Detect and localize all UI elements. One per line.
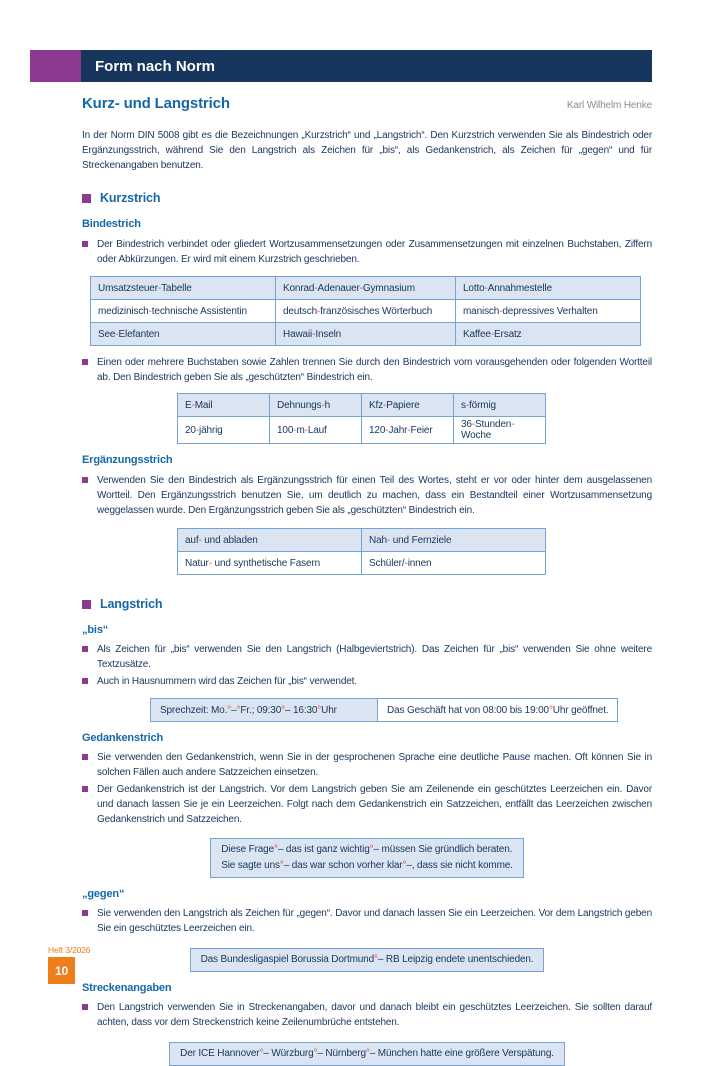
section-heading-kurzstrich [82, 191, 652, 205]
bullet-text: Als Zeichen für „bis“ verwenden Sie den Langstrich (Halbgeviertstrich). Das Zeichen für „bis“ verwenden Sie ohne weitere Textzusätze. [97, 644, 652, 670]
subsection-heading-ergaenzungsstrich: Ergänzungsstrich [82, 454, 173, 466]
table-cell: Dehnungs-h [270, 394, 362, 417]
bullet-text: Der Bindestrich verbindet oder gliedert Wortzusammensetzungen oder Zusammensetzungen mit einzelnen Buchstaben, Ziffern oder Abkürzungen. Er wird mit einem Kurzstrich geschrieben. [97, 239, 652, 265]
table-cell: Hawaii-Inseln [276, 323, 456, 346]
section-heading-label: Langstrich [100, 597, 163, 611]
table-row [91, 300, 641, 323]
square-bullet-icon [82, 477, 88, 483]
list-item [82, 237, 652, 267]
table-row [91, 323, 641, 346]
table-cell: 36-Stunden-Woche [454, 417, 546, 444]
subsection-heading-streckenangaben: Streckenangaben [82, 982, 172, 994]
square-bullet-icon [82, 359, 88, 365]
table-cell: Konrad-Adenauer-Gymnasium [276, 277, 456, 300]
table-cell: Lotto-Annahmestelle [456, 277, 641, 300]
square-bullet-icon [82, 194, 91, 203]
bullet-text: Sie verwenden den Langstrich als Zeichen für „gegen“. Davor und danach lassen Sie ein Leerzeichen. Vor dem Langstrich geben Sie ein geschütztes Leerzeichen ein. [97, 908, 652, 934]
list-item [82, 355, 652, 385]
footer-issue-label: Heft 3/2026 [48, 945, 91, 955]
square-bullet-icon [82, 910, 88, 916]
magazine-page [0, 50, 720, 1059]
list-item [82, 750, 652, 780]
table-cell: Sprechzeit: Mo.°–°Fr.; 09:30°– 16:30°Uhr [151, 699, 378, 722]
page-title: Kurz- und Langstrich [82, 95, 230, 112]
bullet-text: Sie verwenden den Gedankenstrich, wenn Sie in der gesprochenen Sprache eine deutliche Pause machen. Oft können Sie in solchen Fällen auch andere Satzzeichen einsetzen. [97, 752, 652, 778]
table-cell: E-Mail [178, 394, 270, 417]
bullet-text: Einen oder mehrere Buchstaben sowie Zahlen trennen Sie durch den Bindestrich vom vorausgehenden oder folgenden Wortteil ab. Den Bindestrich geben Sie als „geschützten“ Bindestrich ein. [97, 357, 652, 383]
square-bullet-icon [82, 678, 88, 684]
table-cell: deutsch-französisches Wörterbuch [276, 300, 456, 323]
bullet-text: Der Gedankenstrich ist der Langstrich. Vor dem Langstrich geben Sie am Zeilenende ein geschütztes Leerzeichen ein. Davor und danach lassen Sie je ein Leerzeichen. Folgt nach dem Gedankenstrich ein Satzzeichen, entfällt das Leerzeichen zwischen Gedankenstrich und Satzzeichen. [97, 784, 652, 825]
table-cell: Kaffee-Ersatz [456, 323, 641, 346]
intro-paragraph: In der Norm DIN 5008 gibt es die Bezeichnungen „Kurzstrich“ und „Langstrich“. Den Kurzstrich verwenden Sie als Bindestrich oder Ergänzungsstrich, während Sie den Langstrich als Zeichen für „bis“, als Gedankenstrich, als Zeichen für „gegen“ und für Streckenangaben benutzen. [82, 130, 652, 171]
table-cell: manisch-depressives Verhalten [456, 300, 641, 323]
square-bullet-icon [82, 754, 88, 760]
subsection-heading-gedankenstrich: Gedankenstrich [82, 732, 164, 744]
table-row [91, 277, 641, 300]
table-cell: Kfz-Papiere [362, 394, 454, 417]
page-number-badge: 10 [48, 957, 75, 984]
table-cell: medizinisch-technische Assistentin [91, 300, 276, 323]
list-item [82, 1000, 652, 1030]
table-cell: Nah- und Fernziele [362, 529, 546, 552]
title-row [82, 95, 652, 112]
list-item [82, 906, 652, 936]
table-cell: See-Elefanten [91, 323, 276, 346]
table-cell: Natur- und synthetische Fasern [178, 552, 362, 575]
example-line: Sie sagte uns°– das war schon vorher klar°–, dass sie nicht komme. [221, 860, 513, 871]
page-content [82, 95, 652, 1066]
example-line: Diese Frage°– das ist ganz wichtig°– müssen Sie gründlich beraten. [221, 844, 513, 855]
table-row [178, 417, 546, 444]
table-cell: Umsatzsteuer-Tabelle [91, 277, 276, 300]
square-bullet-icon [82, 600, 91, 609]
example-table-bis [150, 698, 618, 722]
section-heading-langstrich [82, 597, 652, 611]
list-item [82, 782, 652, 827]
table-cell: 20-jährig [178, 417, 270, 444]
list-item [82, 642, 652, 672]
subsection-heading-bis: „bis“ [82, 624, 109, 636]
example-table-bindestrich-1 [90, 276, 641, 346]
subsection-heading-bindestrich: Bindestrich [82, 218, 141, 230]
table-cell: 100-m-Lauf [270, 417, 362, 444]
header-bar-title: Form nach Norm [81, 50, 652, 82]
table-row [151, 699, 618, 722]
table-cell: s-förmig [454, 394, 546, 417]
table-cell: Schüler/-innen [362, 552, 546, 575]
table-row [178, 394, 546, 417]
table-cell: 120-Jahr-Feier [362, 417, 454, 444]
bullet-text: Auch in Hausnummern wird das Zeichen für „bis“ verwendet. [97, 676, 357, 687]
example-box-gedankenstrich [210, 838, 524, 878]
header-bar [30, 50, 652, 82]
table-cell: Das Geschäft hat von 08:00 bis 19:00°Uhr geöffnet. [378, 699, 618, 722]
example-box-streckenangaben [169, 1042, 565, 1066]
bullet-text: Verwenden Sie den Bindestrich als Ergänzungsstrich für einen Teil des Wortes, steht er vor oder hinter dem ausgelassenen Wortteil. Den Ergänzungsstrich benutzen Sie, um deutlich zu machen, dass ein Bestandteil einer Wortzusammensetzung weggelassen wurde. Den Ergänzungsstrich geben Sie als „geschützten“ Bindestrich ein. [97, 475, 652, 516]
table-row [178, 529, 546, 552]
square-bullet-icon [82, 646, 88, 652]
author-name: Karl Wilhelm Henke [566, 100, 652, 111]
example-table-bindestrich-2 [177, 393, 546, 444]
section-heading-label: Kurzstrich [100, 191, 161, 205]
square-bullet-icon [82, 241, 88, 247]
list-item [82, 473, 652, 518]
subsection-heading-gegen: „gegen“ [82, 888, 125, 900]
example-table-ergaenzungsstrich [177, 528, 546, 575]
square-bullet-icon [82, 1004, 88, 1010]
table-row [178, 552, 546, 575]
purple-accent-block [30, 50, 81, 82]
example-box-gegen [190, 948, 545, 972]
example-line: Der ICE Hannover°– Würzburg°– Nürnberg°– München hatte eine größere Verspätung. [180, 1048, 554, 1059]
example-line: Das Bundesligaspiel Borussia Dortmund°– RB Leipzig endete unentschieden. [200, 954, 534, 965]
table-cell: auf- und abladen [178, 529, 362, 552]
list-item [82, 674, 652, 689]
bullet-text: Den Langstrich verwenden Sie in Streckenangaben, davor und danach bleibt ein geschütztes Leerzeichen. Sie sollten darauf achten, dass vor dem Streckenstrich keine Zeilenumbrüche entstehen. [97, 1002, 652, 1028]
square-bullet-icon [82, 786, 88, 792]
